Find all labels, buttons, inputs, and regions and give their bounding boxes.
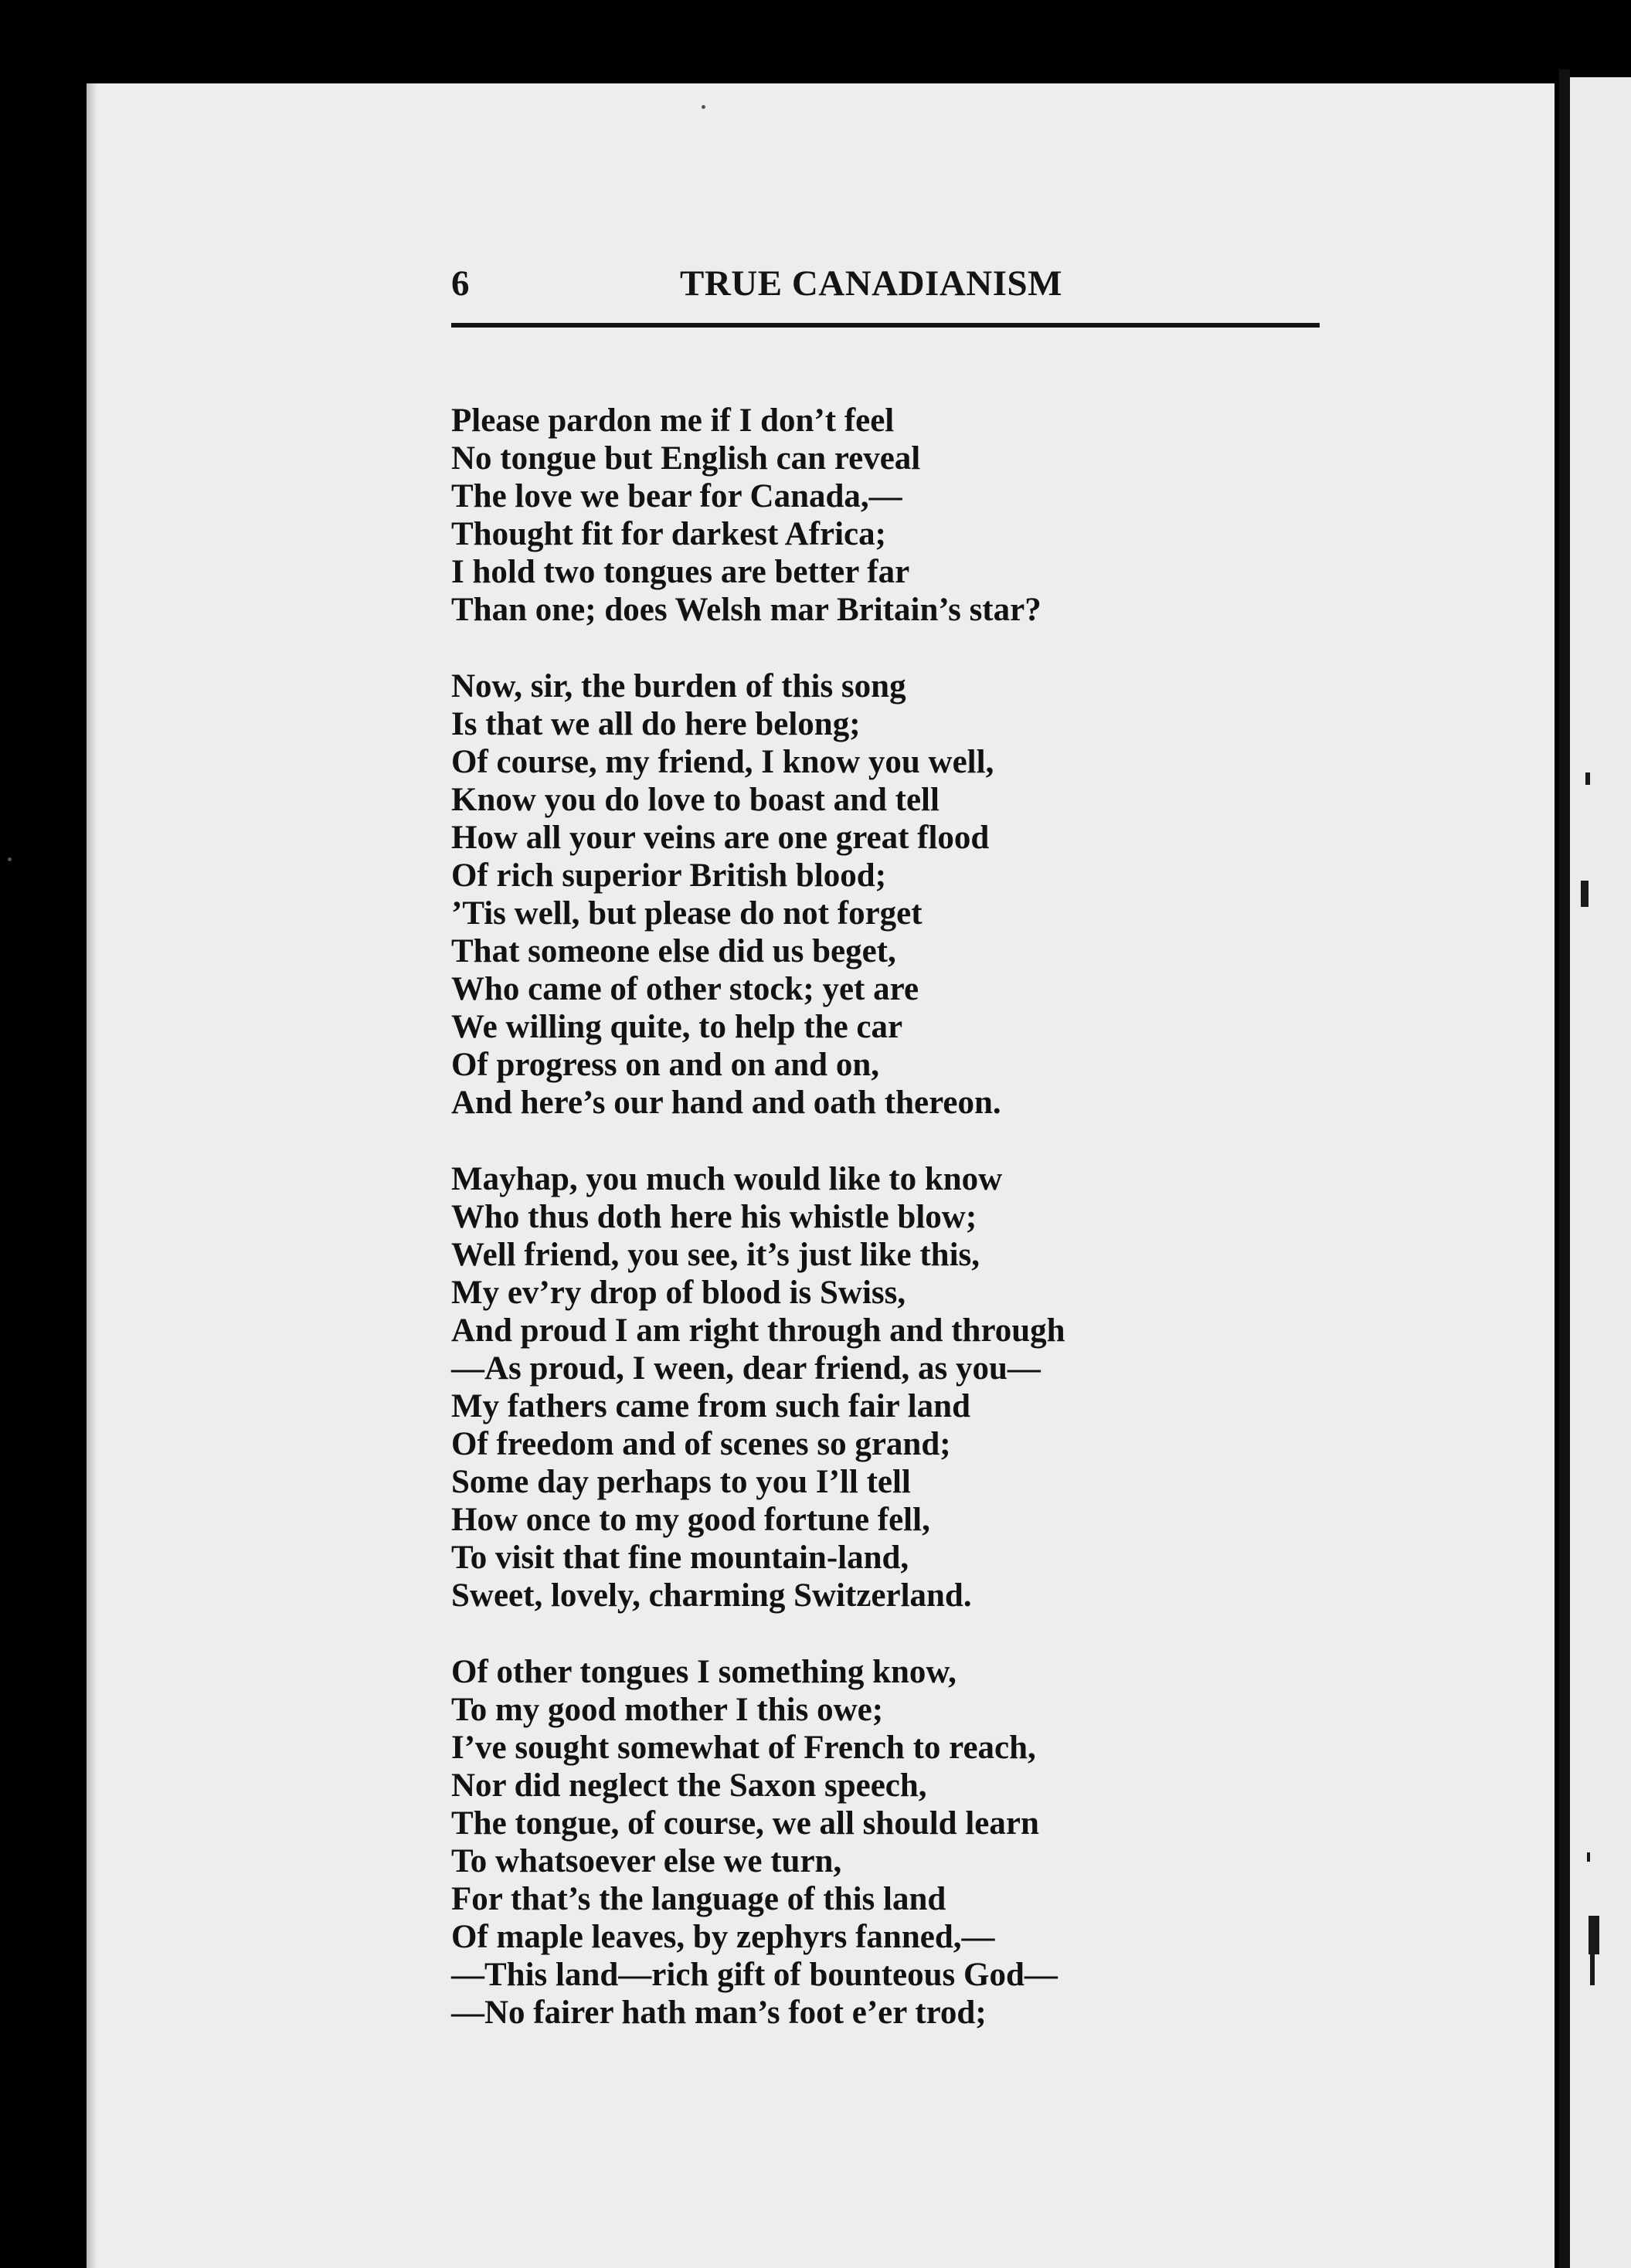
- edge-mark: [1590, 1954, 1595, 1985]
- stanza: [451, 1160, 1262, 1614]
- poem-line: Of rich superior British blood;: [451, 857, 887, 894]
- poem-line: That someone else did us beget,: [451, 933, 896, 969]
- poem-line: Of freedom and of scenes so grand;: [451, 1426, 951, 1462]
- poem-line: How once to my good fortune fell,: [451, 1502, 930, 1538]
- poem-line: My ev’ry drop of blood is Swiss,: [451, 1275, 906, 1311]
- page-gutter-shadow: [87, 83, 97, 2268]
- poem-line: Of other tongues I something know,: [451, 1654, 957, 1690]
- page-number: 6: [451, 263, 470, 304]
- poem-line: Than one; does Welsh mar Britain’s star?: [451, 592, 1041, 628]
- poem-line: We willing quite, to help the car: [451, 1009, 903, 1045]
- poem-line: Of course, my friend, I know you well,: [451, 744, 994, 780]
- poem-line: I hold two tongues are better far: [451, 554, 910, 590]
- facing-page-edge: [1570, 77, 1631, 2268]
- poem-line: Who thus doth here his whistle blow;: [451, 1199, 977, 1235]
- poem-line: Well friend, you see, it’s just like this,: [451, 1237, 980, 1273]
- poem-line: Some day perhaps to you I’ll tell: [451, 1464, 911, 1500]
- poem-line: —No fairer hath man’s foot e’er trod;: [451, 1995, 987, 2031]
- poem-line: No tongue but English can reveal: [451, 440, 921, 477]
- poem-line: To my good mother I this owe;: [451, 1692, 884, 1728]
- poem-line: Of maple leaves, by zephyrs fanned,—: [451, 1919, 995, 1955]
- stanza: [451, 1653, 1262, 2032]
- header-rule: [451, 323, 1320, 328]
- poem-line: —As proud, I ween, dear friend, as you—: [451, 1350, 1041, 1387]
- running-title: TRUE CANADIANISM: [680, 263, 1063, 304]
- poem-line: Sweet, lovely, charming Switzerland.: [451, 1577, 972, 1614]
- poem-line: The love we bear for Canada,—: [451, 478, 902, 514]
- dust-speck: [702, 105, 705, 109]
- poem-line: Mayhap, you much would like to know: [451, 1161, 1003, 1197]
- edge-mark: [1587, 1852, 1590, 1862]
- edge-mark: [1585, 772, 1590, 785]
- running-head: [451, 263, 1324, 309]
- poem-line: Of progress on and on and on,: [451, 1047, 880, 1083]
- stanza: [451, 402, 1262, 629]
- poem-line: Thought fit for darkest Africa;: [451, 516, 886, 552]
- poem-line: And here’s our hand and oath thereon.: [451, 1085, 1001, 1121]
- poem-body: [451, 402, 1262, 2032]
- book-spine-edge: [1559, 70, 1570, 2268]
- poem-line: ’Tis well, but please do not forget: [451, 895, 923, 932]
- poem-line: And proud I am right through and through: [451, 1312, 1065, 1349]
- poem-line: —This land—rich gift of bounteous God—: [451, 1957, 1058, 1993]
- stanza: [451, 667, 1262, 1122]
- poem-line: Now, sir, the burden of this song: [451, 668, 906, 705]
- poem-line: Is that we all do here belong;: [451, 706, 861, 742]
- poem-line: For that’s the language of this land: [451, 1881, 946, 1917]
- poem-line: Please pardon me if I don’t feel: [451, 402, 895, 439]
- poem-line: Nor did neglect the Saxon speech,: [451, 1767, 927, 1804]
- poem-line: I’ve sought somewhat of French to reach,: [451, 1730, 1036, 1766]
- dust-speck: [8, 857, 12, 861]
- poem-line: Who came of other stock; yet are: [451, 971, 919, 1007]
- poem-line: How all your veins are one great flood: [451, 820, 990, 856]
- poem-line: The tongue, of course, we all should learn: [451, 1805, 1039, 1842]
- poem-line: To whatsoever else we turn,: [451, 1843, 842, 1879]
- edge-mark: [1589, 1916, 1599, 1954]
- poem-line: To visit that fine mountain-land,: [451, 1540, 909, 1576]
- poem-line: My fathers came from such fair land: [451, 1388, 970, 1424]
- poem-line: Know you do love to boast and tell: [451, 782, 940, 818]
- edge-mark: [1581, 881, 1589, 907]
